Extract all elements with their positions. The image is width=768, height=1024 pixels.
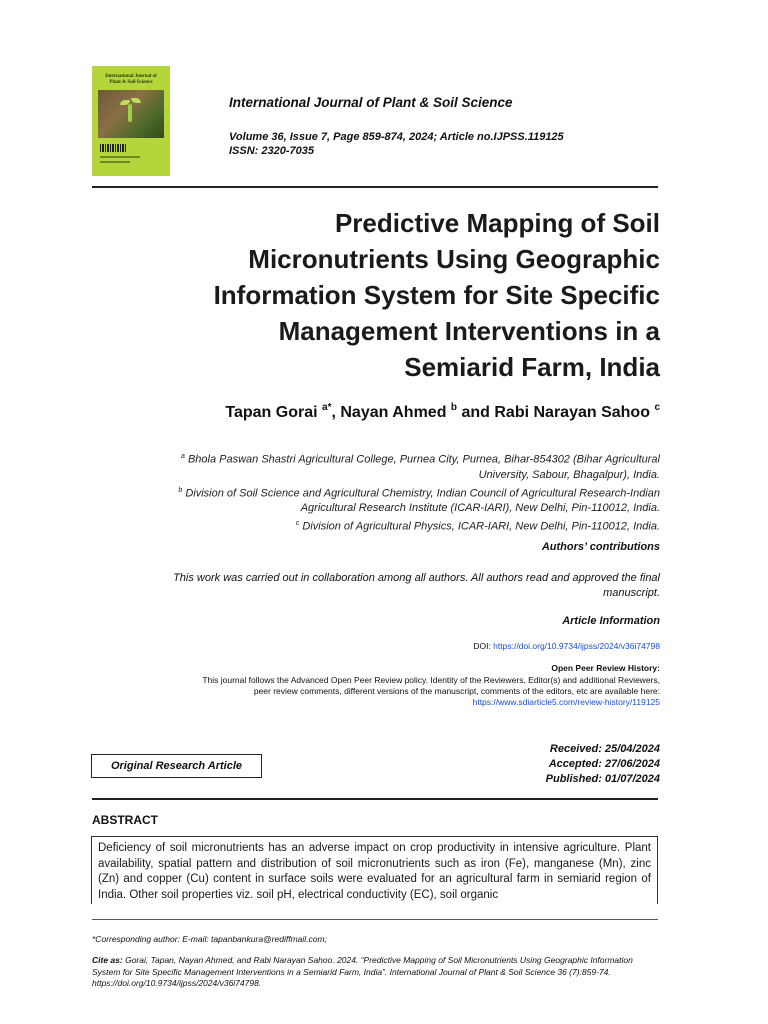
peer-review-link[interactable]: https://www.sdiarticle5.com/review-history/119125 (472, 697, 660, 707)
author-separator: and (457, 404, 495, 421)
footnote-divider (92, 919, 658, 920)
published-date: Published: 01/07/2024 (545, 773, 660, 785)
cover-text-line (100, 161, 130, 163)
journal-cover-image (92, 66, 170, 176)
peer-review-line: peer review comments, different versions of the manuscript, comments of the editors, etc are available here: (253, 686, 660, 696)
article-info-heading: Article Information (562, 615, 660, 627)
contributions-line: This work was carried out in collaboration among all authors. All authors read and approved the final (173, 572, 660, 584)
doi-label: DOI: (473, 641, 494, 651)
contributions-line: manuscript. (603, 587, 660, 599)
doi-link[interactable]: https://doi.org/10.9734/ijpss/2024/v36i74798 (493, 641, 660, 651)
affiliation-mark: b (178, 486, 183, 494)
author-separator: , (331, 404, 341, 421)
affiliation-line: University, Sabour, Bhagalpur), India. (478, 468, 660, 481)
cover-title-line: International Journal of (105, 74, 157, 79)
citation (92, 955, 658, 990)
title-line: Micronutrients Using Geographic (248, 244, 660, 274)
cite-label: Cite as: (92, 955, 123, 965)
contributions-heading: Authors’ contributions (541, 541, 660, 553)
author-name: Tapan Gorai (225, 404, 318, 421)
header-divider (92, 186, 658, 188)
abstract-box (91, 836, 658, 904)
affiliation-line: $^a$ Bhola Paswan Shastri Agricultural College, Purnea City, Purnea, Bihar-854302 (Bihar Agricultural (181, 453, 660, 466)
article-type-badge: Original Research Article (91, 754, 262, 778)
author-affiliation-mark: a* (322, 401, 332, 413)
journal-name: International Journal of Plant & Soil Science (229, 95, 513, 110)
doi-line (100, 641, 660, 651)
paper-title (100, 205, 660, 385)
abstract-heading: ABSTRACT (92, 813, 158, 827)
leaf-icon (131, 98, 141, 103)
contributions-text (100, 571, 660, 601)
affiliation-line: $^b$ Division of Soil Science and Agricultural Chemistry, Indian Council of Agricultural Research-Indian (178, 486, 660, 500)
received-date: Received: 25/04/2024 (549, 743, 660, 755)
corresponding-author: *Corresponding author: E-mail: tapanbankura@rediffmail.com; (92, 934, 327, 944)
cover-title (96, 74, 166, 86)
peer-review-heading: Open Peer Review History: (551, 663, 660, 673)
barcode-icon (100, 144, 126, 152)
author-name: Nayan Ahmed (340, 404, 447, 421)
affiliation-mark: a (181, 453, 185, 460)
article-dates (400, 742, 660, 787)
affiliation-mark: c (295, 520, 300, 528)
affiliation-line: $^c$ Division of Agricultural Physics, ICAR-IARI, New Delhi, Pin-110012, India. (295, 520, 660, 533)
sprout-icon (128, 104, 132, 122)
peer-review-text (100, 675, 660, 708)
volume-line: Volume 36, Issue 7, Page 859-874, 2024; Article no.IJPSS.119125 (229, 131, 564, 143)
title-line: Information System for Site Specific (213, 280, 660, 310)
affiliation-line: Agricultural Research Institute (ICAR-IARI), New Delhi, Pin-110012, India. (300, 502, 660, 515)
cover-text-line (100, 156, 140, 158)
title-line: Semiarid Farm, India (404, 352, 660, 382)
affiliations (100, 449, 660, 535)
author-affiliation-mark: b (450, 401, 458, 413)
cite-text: Gorai, Tapan, Nayan Ahmed, and Rabi Narayan Sahoo. 2024. “Predictive Mapping of Soil Micronutrients Using Geographic Information System for Site Specific Management Interventions in a Semiarid Farm, India”. International Journal of Plant & Soil Science 36 (7):859-74. https://doi.org/10.9734/ijpss/2024/v36i74798. (92, 955, 633, 988)
author-name: Rabi Narayan Sahoo (494, 404, 650, 421)
abstract-divider (92, 798, 658, 800)
issn-line: ISSN: 2320-7035 (229, 145, 314, 157)
cover-title-line: Plant & Soil Science (109, 80, 153, 85)
abstract-text: Deficiency of soil micronutrients has an adverse impact on crop productivity in intensive agriculture. Plant availability, spatial pattern and distribution of soil micronutrients such as iron (Fe), manganese (Mn), zinc (Zn) and copper (Cu) content in surface soils were evaluated for an agricultural farm in semiarid region of India. Other soil properties viz. soil pH, electrical conductivity (EC), soil organic (98, 842, 651, 901)
peer-review-line: This journal follows the Advanced Open Peer Review policy. Identity of the Reviewers, Editor(s) and additional Reviewers, (202, 675, 660, 685)
title-line: Predictive Mapping of Soil (334, 208, 660, 238)
author-affiliation-mark: c (654, 401, 660, 413)
volume-info (229, 130, 564, 158)
accepted-date: Accepted: 27/06/2024 (548, 758, 660, 770)
author-list (100, 401, 660, 422)
title-line: Management Interventions in a (278, 316, 660, 346)
